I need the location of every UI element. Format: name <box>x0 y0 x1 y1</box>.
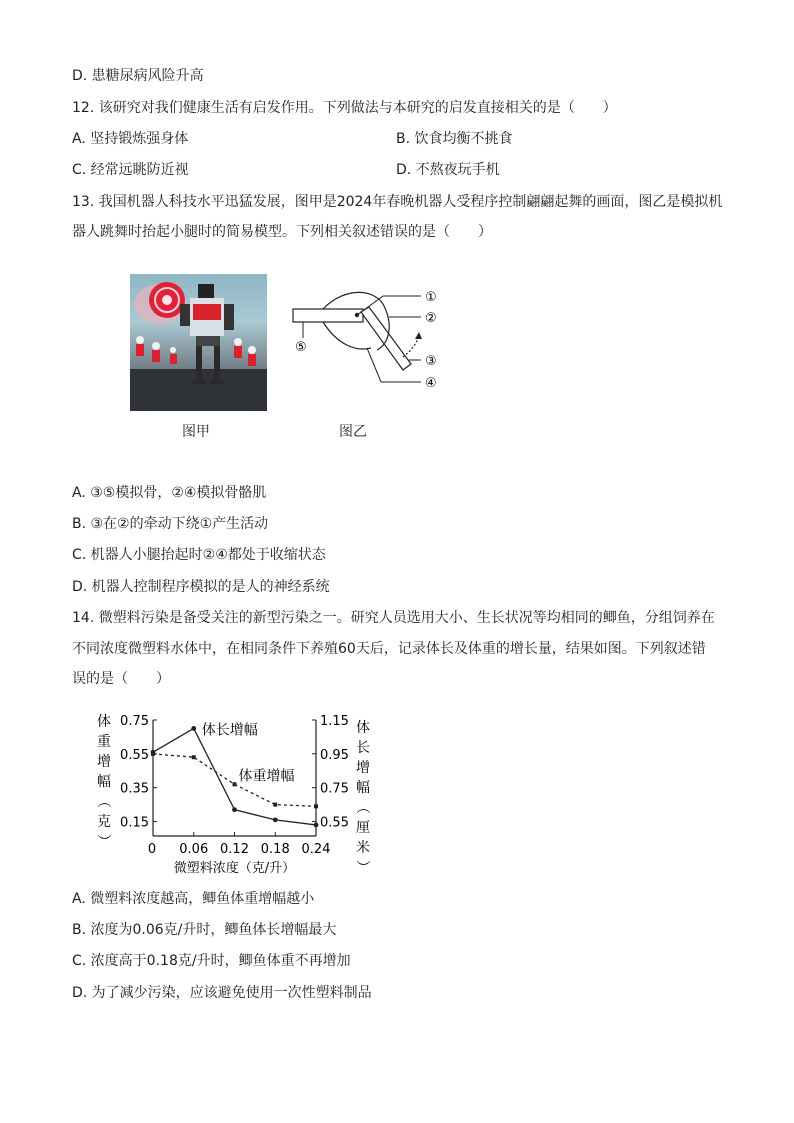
point-body-weight <box>314 804 318 808</box>
microplastic-chart <box>92 708 392 878</box>
point-body-weight <box>233 782 237 786</box>
y-left-axis-label-char: （ <box>95 794 111 808</box>
y-left-axis-label-char: ） <box>95 834 111 848</box>
y-left-axis-label-char: 重 <box>97 734 111 750</box>
q12-option-d: D. 不熬夜玩手机 <box>396 162 500 178</box>
label-1: ① <box>425 290 437 305</box>
x-tick-label: 0 <box>147 842 157 857</box>
y-right-tick-label: 0.75 <box>320 781 349 797</box>
y-right-tick-label: 0.95 <box>320 747 349 763</box>
y-left-tick-label: 0.55 <box>120 747 149 763</box>
y-left-axis-label-char: 克 <box>97 814 111 830</box>
y-right-axis-label-char: 增 <box>356 760 370 776</box>
q13-stem-line1: 13. 我国机器人科技水平迅猛发展，图甲是2024年春晚机器人受程序控制翩翩起舞的画面，图乙是模拟机 <box>72 194 723 210</box>
x-tick-label: 0.18 <box>260 842 290 857</box>
point-body-length <box>191 726 196 731</box>
q14-stem-line3: 误的是（ ） <box>72 671 170 687</box>
q12-option-b: B. 饮食均衡不挑食 <box>396 131 513 147</box>
label-3: ③ <box>425 354 437 369</box>
y-right-axis-label-char: 厘 <box>356 820 370 836</box>
point-body-weight <box>192 755 196 759</box>
x-axis-label: 微塑料浓度（克/升） <box>173 861 296 876</box>
y-right-tick-label: 0.55 <box>320 815 349 831</box>
point-body-weight <box>273 803 277 807</box>
point-body-length <box>273 817 278 822</box>
q13-option-d: D. 机器人控制程序模拟的是人的神经系统 <box>72 579 330 595</box>
y-right-axis-label-char: 幅 <box>356 780 370 796</box>
y-right-axis-label-char: 长 <box>356 740 370 756</box>
y-left-tick-label: 0.35 <box>120 781 149 797</box>
caption-figure-b: 图乙 <box>339 424 367 440</box>
label-4: ④ <box>425 376 437 391</box>
x-tick-label: 0.06 <box>179 842 209 857</box>
q12-option-c: C. 经常远眺防近视 <box>72 162 189 178</box>
y-right-axis-label-char: 体 <box>356 720 370 736</box>
y-left-axis-label-char: 幅 <box>97 774 111 790</box>
q14-option-b: B. 浓度为0.06克/升时，鲫鱼体长增幅最大 <box>72 922 337 938</box>
caption-figure-a: 图甲 <box>182 424 210 440</box>
robot-dance-photo <box>130 274 267 411</box>
y-right-axis-label-char: 米 <box>356 840 370 856</box>
q11-option-d: D. 患糖尿病风险升高 <box>72 68 204 84</box>
y-left-tick-label: 0.75 <box>120 714 149 729</box>
y-right-axis-label-char: ） <box>354 860 370 874</box>
q12-option-a: A. 坚持锻炼强身体 <box>72 131 189 147</box>
x-tick-label: 0.12 <box>220 842 249 857</box>
point-body-length <box>314 823 319 828</box>
label-5: ⑤ <box>295 340 307 355</box>
series-label-body-length: 体长增幅 <box>201 722 258 739</box>
q13-option-a: A. ③⑤模拟骨，②④模拟骨骼肌 <box>72 485 267 501</box>
y-left-axis-label-char: 增 <box>97 754 111 770</box>
y-left-axis-label-char: 体 <box>97 714 111 730</box>
series-label-body-weight: 体重增幅 <box>238 768 295 785</box>
q14-option-c: C. 浓度高于0.18克/升时，鲫鱼体重不再增加 <box>72 953 351 969</box>
point-body-length <box>232 807 237 812</box>
q13-stem-line2: 器人跳舞时抬起小腿时的简易模型。下列相关叙述错误的是（ ） <box>72 224 492 240</box>
y-right-tick-label: 1.15 <box>320 714 349 729</box>
y-left-tick-label: 0.15 <box>120 815 149 831</box>
q12-stem: 12. 该研究对我们健康生活有启发作用。下列做法与本研究的启发直接相关的是（ ） <box>72 100 617 116</box>
label-2: ② <box>425 311 437 326</box>
point-body-weight <box>151 752 155 756</box>
q13-option-c: C. 机器人小腿抬起时②④都处于收缩状态 <box>72 547 326 563</box>
y-right-axis-label-char: （ <box>354 800 370 814</box>
leg-model-diagram <box>285 282 445 394</box>
q14-stem-line2: 不同浓度微塑料水体中，在相同条件下养殖60天后，记录体长及体重的增长量，结果如图。下列叙述错 <box>72 641 706 657</box>
x-tick-label: 0.24 <box>301 842 331 857</box>
q14-option-a: A. 微塑料浓度越高，鲫鱼体重增幅越小 <box>72 891 315 907</box>
q13-option-b: B. ③在②的牵动下绕①产生活动 <box>72 516 269 532</box>
q14-option-d: D. 为了减少污染，应该避免使用一次性塑料制品 <box>72 985 372 1001</box>
q14-stem-line1: 14. 微塑料污染是备受关注的新型污染之一。研究人员选用大小、生长状况等均相同的鲫鱼，分组饲养在 <box>72 610 715 626</box>
